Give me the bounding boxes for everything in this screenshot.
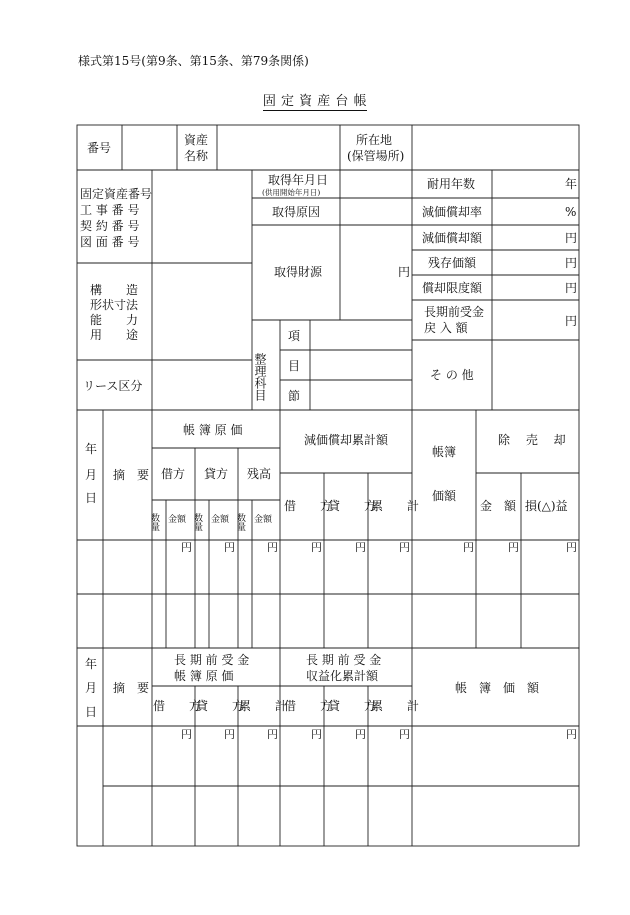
dep-amount-yen: 円: [565, 231, 578, 245]
depreciation-rate-label: 減価償却率: [422, 205, 483, 219]
acquisition-date-label: 取得年月日: [268, 173, 329, 187]
location-label-2: (保管場所): [347, 149, 405, 163]
dimensions-label: 形状寸法: [90, 298, 139, 312]
bottom-labels: [85, 652, 540, 719]
disposal-label: 除 売 却: [498, 433, 566, 447]
work-id-label: 工 事 番 号: [80, 203, 140, 217]
middle-labels: [85, 422, 568, 531]
yen-unit: 円: [267, 541, 278, 554]
qty-label-2: 数量: [192, 513, 202, 531]
form-number-header: 様式第15号(第9条、第15条、第79条関係): [78, 54, 309, 68]
summary-label-2: 摘 要: [113, 681, 150, 695]
month-label-2: 月: [85, 681, 98, 695]
yen-unit: 円: [566, 728, 577, 741]
structure-label: 構 造: [90, 283, 139, 297]
year-unit: 年: [565, 177, 578, 191]
lt-advance-yen: 円: [565, 314, 578, 328]
depreciation-amount-label: 減価償却額: [422, 231, 483, 245]
bot-credit-label-2: 貸 方: [328, 699, 377, 713]
yen-unit: 円: [355, 728, 366, 741]
yen-unit: 円: [463, 541, 474, 554]
limit-yen: 円: [565, 281, 578, 295]
residual-yen: 円: [565, 256, 578, 270]
top-section: [77, 125, 579, 410]
yen-unit: 円: [566, 541, 577, 554]
yen-unit: 円: [311, 541, 322, 554]
bottom-yen-row: [181, 728, 577, 741]
acquisition-source-label: 取得財源: [274, 265, 323, 279]
yen-unit: 円: [311, 728, 322, 741]
book-original-cost-label: 帳 簿 原 価: [183, 423, 243, 437]
yen-unit: 円: [399, 541, 410, 554]
qty-label: 数量: [149, 513, 159, 531]
yen-unit: 円: [224, 541, 235, 554]
number-label: 番号: [87, 141, 112, 155]
drawing-id-label: 図 面 番 号: [80, 235, 140, 249]
yen-unit: 円: [181, 541, 192, 554]
profit-loss-label: 損(△)益: [525, 499, 568, 513]
book-value-label: 帳簿: [432, 445, 457, 459]
account-category-label: 整理科目: [253, 353, 267, 401]
amount-label: 金額: [168, 515, 187, 525]
book-value-label-2: 価額: [432, 489, 457, 503]
amount-label-3: 金額: [254, 515, 273, 525]
year-label: 年: [85, 442, 98, 456]
source-yen-unit: 円: [398, 265, 411, 279]
top-labels: [80, 132, 577, 403]
yen-unit: 円: [508, 541, 519, 554]
kou-label: 項: [288, 329, 301, 343]
bot-total-label-2: 累 計: [371, 699, 420, 713]
debit-label: 借方: [161, 467, 186, 481]
moku-label: 目: [288, 359, 301, 373]
bot-debit-label-1: 借 方: [153, 699, 202, 713]
residual-value-label: 残存価額: [428, 256, 477, 270]
contract-id-label: 契 約 番 号: [80, 219, 140, 233]
yen-unit: 円: [181, 728, 192, 741]
other-label: そ の 他: [430, 368, 474, 382]
useful-life-label: 耐用年数: [427, 177, 476, 191]
percent-unit: %: [565, 205, 577, 219]
dep-debit-label: 借 方: [284, 499, 333, 513]
lt-advance-orig-label: 長 期 前 受 金: [174, 653, 250, 667]
dep-credit-label: 貸 方: [328, 499, 377, 513]
lt-advance-cum-label: 長 期 前 受 金: [306, 653, 382, 667]
disposal-amount-label: 金 額: [480, 499, 517, 513]
acquisition-date-sub: (供用開始年月日): [262, 188, 321, 197]
use-label: 用 途: [90, 328, 139, 342]
dep-total-label: 累 計: [371, 499, 420, 513]
balance-label: 残高: [247, 467, 272, 481]
middle-yen-row: [181, 541, 577, 554]
yen-unit: 円: [355, 541, 366, 554]
lease-category-label: リース区分: [83, 379, 143, 393]
qty-label-3: 数量: [235, 513, 245, 531]
document-title: 固 定 資 産 台 帳: [262, 94, 368, 109]
capacity-label: 能 力: [90, 313, 139, 327]
lt-advance-label-2: 戻 入 額: [424, 321, 468, 335]
credit-label: 貸方: [204, 467, 229, 481]
asset-name-label-2: 名称: [184, 149, 209, 163]
bot-credit-label-1: 貸 方: [196, 699, 245, 713]
amount-label-2: 金額: [211, 515, 230, 525]
yen-unit: 円: [224, 728, 235, 741]
yen-unit: 円: [399, 728, 410, 741]
yen-unit: 円: [267, 728, 278, 741]
bot-total-label-1: 累 計: [239, 699, 288, 713]
year-label-2: 年: [85, 657, 98, 671]
bot-debit-label-2: 借 方: [284, 699, 333, 713]
month-label: 月: [85, 468, 98, 482]
location-label: 所在地: [356, 133, 393, 147]
lt-advance-cum-label-2: 収益化累計額: [306, 669, 379, 683]
day-label: 日: [85, 491, 98, 505]
acquisition-reason-label: 取得原因: [272, 205, 321, 219]
day-label-2: 日: [85, 705, 98, 719]
depreciation-cumulative-label: 減価償却累計額: [304, 433, 389, 447]
setsu-label: 節: [288, 389, 301, 403]
summary-label: 摘 要: [113, 468, 150, 482]
asset-name-label: 資産: [184, 133, 209, 147]
book-value-label-bottom: 帳 簿 価 額: [455, 681, 540, 695]
depreciation-limit-label: 償却限度額: [422, 281, 483, 295]
lt-advance-label: 長期前受金: [424, 305, 485, 319]
lt-advance-orig-label-2: 帳 簿 原 価: [174, 669, 234, 683]
asset-id-label: 固定資産番号: [80, 187, 153, 201]
